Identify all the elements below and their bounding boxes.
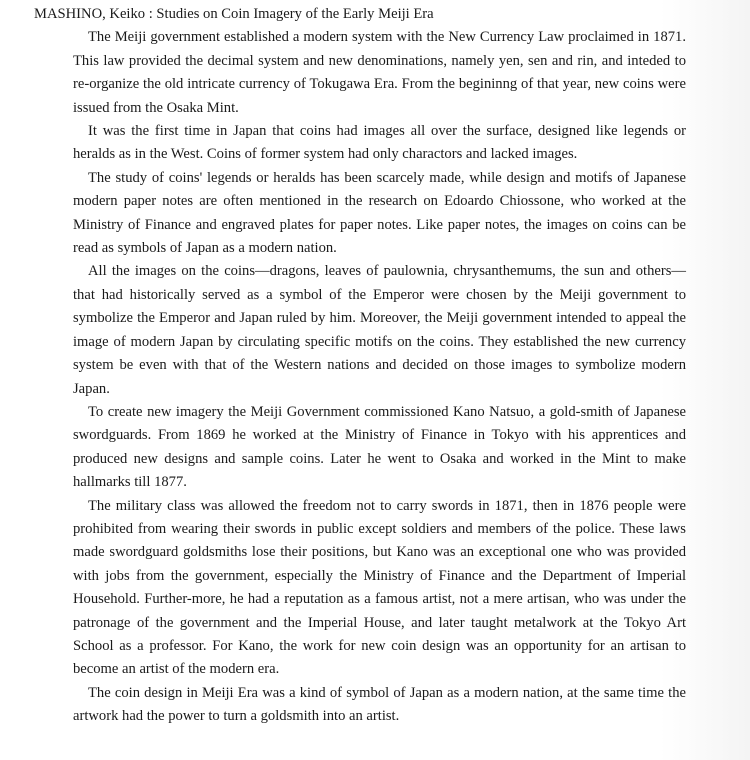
abstract-content	[34, 3, 686, 729]
paragraph-4: All the images on the coins—dragons, leaves of paulownia, chrysanthemums, the sun and others—that had historically served as a symbol of the Emperor were chosen by the Meiji government to symbolize the Emperor and Japan ruled by him. Moreover, the Meiji government intended to appeal the image of modern Japan by circulating specific motifs on the coins. They established the new currency system be even with that of the Western nations and decided on those images to symbolize modern Japan.	[73, 263, 686, 397]
paper-title: MASHINO, Keiko : Studies on Coin Imagery of the Early Meiji Era	[34, 6, 434, 22]
paragraph-1: The Meiji government established a modern system with the New Currency Law proclaimed in 1871. This law provided the decimal system and new denominations, namely yen, sen and rin, and inteded to re-organize the old intricate currency of Tokugawa Era. From the begininng of that year, new coins were issued from the Osaka Mint.	[73, 29, 686, 116]
paragraph-5: To create new imagery the Meiji Government commissioned Kano Natsuo, a gold-smith of Japanese swordguards. From 1869 he worked at the Ministry of Finance in Tokyo with his apprentices and produced new designs and sample coins. Later he went to Osaka and worked in the Mint to make hallmarks till 1877.	[73, 403, 686, 491]
paragraph-6: The military class was allowed the freedom not to carry swords in 1871, then in 1876 people were prohibited from wearing their swords in public except soldiers and members of the police. These laws made swordguard goldsmiths lose their positions, but Kano was an exceptional one who was provided with jobs from the government, especially the Ministry of Finance and the Department of Imperial Household. Further-more, he had a reputation as a famous artist, not a mere artisan, who was under the patronage of the government and the Imperial House, and later taught metalwork at the Tokyo Art School as a professor. For Kano, the work for new coin design was an opportunity for an artisan to become an artist of the modern era.	[73, 497, 686, 678]
paragraph-7: The coin design in Meiji Era was a kind of symbol of Japan as a modern nation, at the same time the artwork had the power to turn a goldsmith into an artist.	[73, 684, 686, 725]
paragraph-2: It was the first time in Japan that coins had images all over the surface, designed like legends or heralds as in the West. Coins of former system had only charactors and lacked images.	[73, 123, 686, 163]
paragraph-3: The study of coins' legends or heralds has been scarcely made, while design and motifs of Japanese modern paper notes are often mentioned in the research on Edoardo Chiossone, who worked at the Ministry of Finance and engraved plates for paper notes. Like paper notes, the images on coins can be read as symbols of Japan as a modern nation.	[73, 169, 686, 257]
abstract-body	[73, 26, 686, 728]
